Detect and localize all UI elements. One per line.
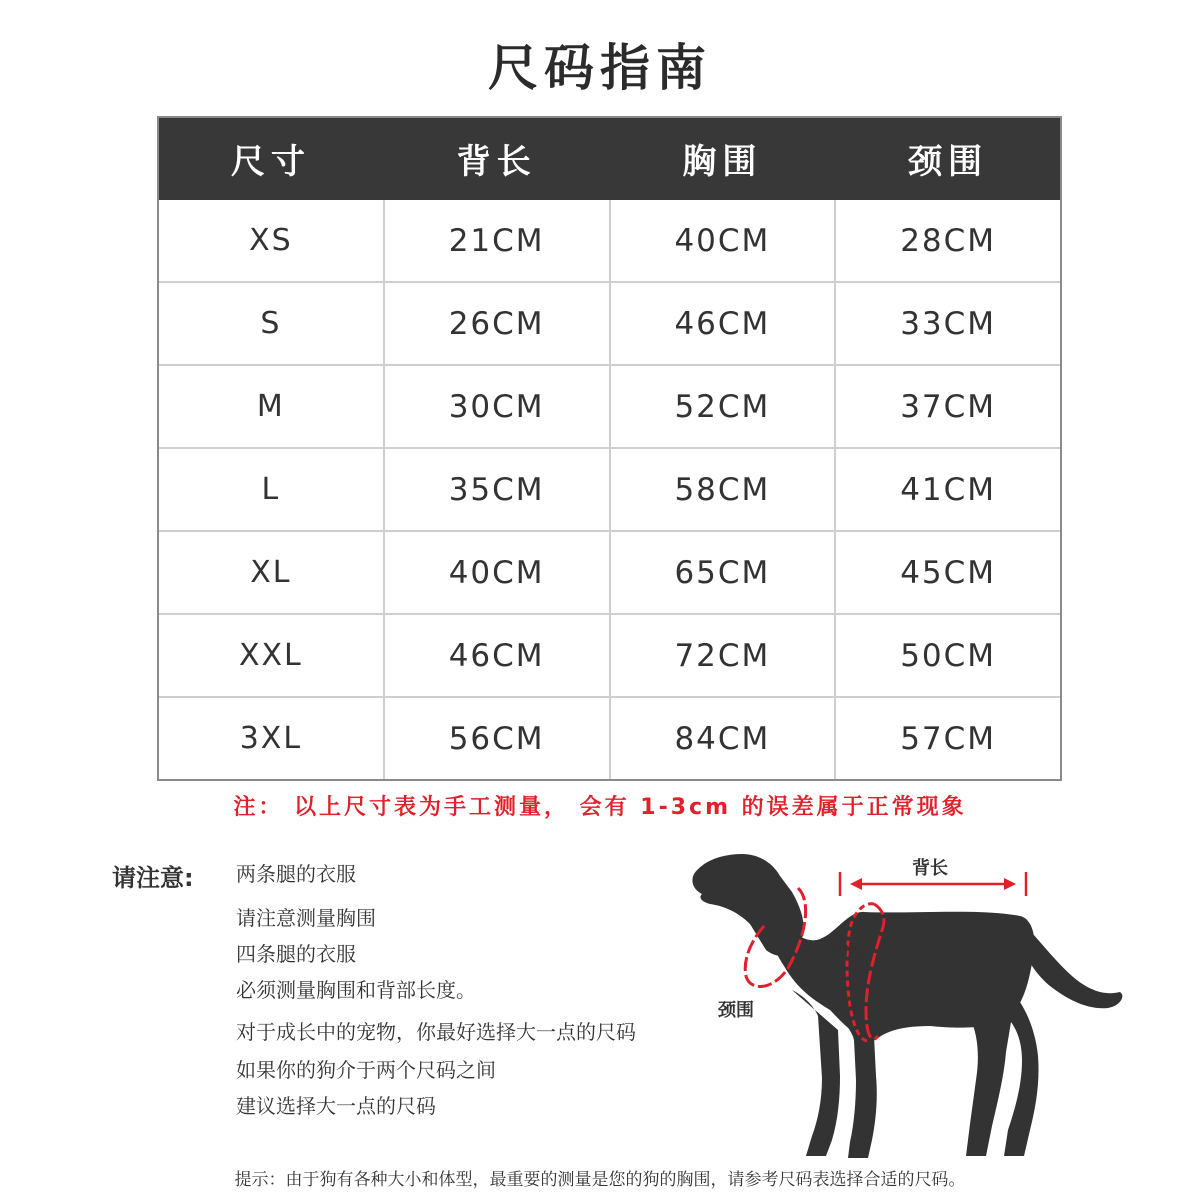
page-title: 尺码指南 <box>488 39 712 97</box>
neck-cell: 41CM <box>835 448 1061 531</box>
size-cell: XXL <box>158 614 384 697</box>
measurement-note: 注： 以上尺寸表为手工测量， 会有 1-3cm 的误差属于正常现象 <box>233 795 967 820</box>
back-length-cell: 56CM <box>384 697 610 780</box>
size-cell: 3XL <box>158 697 384 780</box>
chest-cell: 46CM <box>610 282 836 365</box>
back-length-cell: 40CM <box>384 531 610 614</box>
table-header-row <box>158 116 1061 200</box>
table-row <box>158 614 1061 697</box>
list-item: 四条腿的衣服 <box>236 942 356 966</box>
bottom-tip: 提示：由于狗有各种大小和体型，最重要的测量是您的狗的胸围，请参考尺码表选择合适的尺码。 <box>234 1170 966 1190</box>
size-table <box>157 116 1062 781</box>
table-row <box>158 448 1061 531</box>
chest-cell: 65CM <box>610 531 836 614</box>
neck-label: 颈围 <box>718 1000 754 1021</box>
back-length-cell: 30CM <box>384 365 610 448</box>
header-back-length: 背长 <box>384 116 610 200</box>
chest-cell: 84CM <box>610 697 836 780</box>
chest-label: 胸围 <box>830 942 866 963</box>
neck-cell: 45CM <box>835 531 1061 614</box>
header-size: 尺寸 <box>158 116 384 200</box>
list-item: 对于成长中的宠物，你最好选择大一点的尺码 <box>236 1020 636 1044</box>
table-row <box>158 365 1061 448</box>
list-item: 如果你的狗介于两个尺码之间 <box>236 1058 496 1082</box>
back-length-cell: 21CM <box>384 200 610 282</box>
list-item: 必须测量胸围和背部长度。 <box>236 978 476 1002</box>
neck-cell: 37CM <box>835 365 1061 448</box>
list-item: 两条腿的衣服 <box>236 862 356 886</box>
chest-cell: 72CM <box>610 614 836 697</box>
chest-cell: 52CM <box>610 365 836 448</box>
size-cell: L <box>158 448 384 531</box>
chest-cell: 40CM <box>610 200 836 282</box>
table-row <box>158 200 1061 282</box>
header-neck: 颈围 <box>835 116 1061 200</box>
table-row <box>158 282 1061 365</box>
back-length-cell: 26CM <box>384 282 610 365</box>
table-row <box>158 697 1061 780</box>
neck-cell: 28CM <box>835 200 1061 282</box>
list-item: 建议选择大一点的尺码 <box>236 1094 436 1118</box>
size-cell: XS <box>158 200 384 282</box>
size-cell: M <box>158 365 384 448</box>
back-length-cell: 35CM <box>384 448 610 531</box>
chest-cell: 58CM <box>610 448 836 531</box>
list-item: 请注意测量胸围 <box>236 906 376 930</box>
back-length-cell: 46CM <box>384 614 610 697</box>
attention-label: 请注意: <box>112 864 194 892</box>
size-cell: XL <box>158 531 384 614</box>
size-cell: S <box>158 282 384 365</box>
table-row <box>158 531 1061 614</box>
dog-measurement-diagram <box>680 840 1140 1170</box>
neck-cell: 33CM <box>835 282 1061 365</box>
back-length-label: 背长 <box>912 858 948 879</box>
dog-silhouette <box>692 854 1122 1158</box>
header-chest: 胸围 <box>610 116 836 200</box>
neck-cell: 50CM <box>835 614 1061 697</box>
neck-cell: 57CM <box>835 697 1061 780</box>
